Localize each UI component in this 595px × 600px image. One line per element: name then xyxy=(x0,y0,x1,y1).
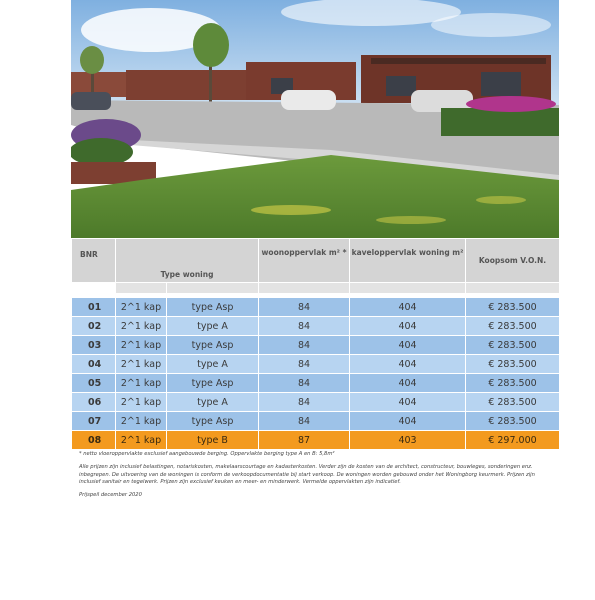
row-kaveloppervlak: 404 xyxy=(350,393,466,412)
row-kaveloppervlak: 403 xyxy=(350,431,466,450)
row-bnr: 05 xyxy=(72,374,116,393)
row-koopsom: € 283.500 xyxy=(466,298,560,317)
row-kap: 2^1 kap xyxy=(116,317,167,336)
table-row xyxy=(72,412,560,431)
row-type: type Asp xyxy=(167,374,259,393)
row-koopsom: € 283.500 xyxy=(466,412,560,431)
header-spacer-row xyxy=(72,283,560,294)
row-kaveloppervlak: 404 xyxy=(350,336,466,355)
row-type: type Asp xyxy=(167,412,259,431)
row-kap: 2^1 kap xyxy=(116,355,167,374)
table-row xyxy=(72,317,560,336)
row-kaveloppervlak: 404 xyxy=(350,355,466,374)
table-row xyxy=(72,298,560,317)
footnote: * netto vloeroppervlakte exclusief aangebouwde berging. Oppervlakte berging type A en B: 5,8m² xyxy=(79,451,335,457)
row-kaveloppervlak: 404 xyxy=(350,374,466,393)
table-row xyxy=(72,336,560,355)
row-koopsom: € 297.000 xyxy=(466,431,560,450)
disclaimer: Alle prijzen zijn inclusief belastingen, notariskosten, makelaarscourtage en kadasterkosten. Verder zijn de kosten van de architect, constructeur, bouwleges, sonderingen enz. inbegrepen. De uitvoering van de woningen is conform de verkoopdocumentatie bij start verkoop. De woningen worden gebouwd onder het Woningborg keurmerk. Prijzen zijn inclusief sanitair en tegelwerk. Prijzen zijn exclusief keuken en meer- en minderwerk. Vermelde oppervlakten zijn indicatief. xyxy=(79,464,535,485)
row-bnr: 02 xyxy=(72,317,116,336)
row-bnr: 06 xyxy=(72,393,116,412)
row-koopsom: € 283.500 xyxy=(466,393,560,412)
row-woonoppervlak: 84 xyxy=(259,374,350,393)
row-koopsom: € 283.500 xyxy=(466,355,560,374)
row-woonoppervlak: 84 xyxy=(259,336,350,355)
row-koopsom: € 283.500 xyxy=(466,336,560,355)
row-bnr: 07 xyxy=(72,412,116,431)
row-kap: 2^1 kap xyxy=(116,336,167,355)
row-type: type B xyxy=(167,431,259,450)
row-koopsom: € 283.500 xyxy=(466,374,560,393)
row-kap: 2^1 kap xyxy=(116,298,167,317)
house-render-image xyxy=(71,0,559,238)
table-row xyxy=(72,374,560,393)
row-type: type A xyxy=(167,317,259,336)
row-koopsom: € 283.500 xyxy=(466,317,560,336)
row-kap: 2^1 kap xyxy=(116,393,167,412)
row-woonoppervlak: 84 xyxy=(259,298,350,317)
row-kap: 2^1 kap xyxy=(116,412,167,431)
row-woonoppervlak: 84 xyxy=(259,412,350,431)
header-woonoppervlak: woonoppervlak m² * xyxy=(259,239,350,283)
row-kaveloppervlak: 404 xyxy=(350,412,466,431)
row-woonoppervlak: 84 xyxy=(259,393,350,412)
row-kaveloppervlak: 404 xyxy=(350,298,466,317)
row-type: type A xyxy=(167,355,259,374)
row-woonoppervlak: 87 xyxy=(259,431,350,450)
table-row xyxy=(72,431,560,450)
row-bnr: 03 xyxy=(72,336,116,355)
table-row xyxy=(72,355,560,374)
price-table xyxy=(71,238,560,450)
row-type: type A xyxy=(167,393,259,412)
table-header-row xyxy=(72,239,560,283)
header-bnr: BNR xyxy=(72,239,116,283)
notes xyxy=(79,451,549,505)
header-type-woning: Type woning xyxy=(116,239,259,283)
header-koopsom: Koopsom V.O.N. xyxy=(466,239,560,283)
header-kaveloppervlak: kaveloppervlak woning m² xyxy=(350,239,466,283)
row-woonoppervlak: 84 xyxy=(259,317,350,336)
row-bnr: 08 xyxy=(72,431,116,450)
row-bnr: 01 xyxy=(72,298,116,317)
row-kap: 2^1 kap xyxy=(116,431,167,450)
row-type: type Asp xyxy=(167,336,259,355)
row-type: type Asp xyxy=(167,298,259,317)
table-row xyxy=(72,393,560,412)
row-kaveloppervlak: 404 xyxy=(350,317,466,336)
house-render-photo-icon xyxy=(71,0,559,238)
row-woonoppervlak: 84 xyxy=(259,355,350,374)
row-bnr: 04 xyxy=(72,355,116,374)
row-kap: 2^1 kap xyxy=(116,374,167,393)
price-date: Prijspeil december 2020 xyxy=(79,492,142,499)
